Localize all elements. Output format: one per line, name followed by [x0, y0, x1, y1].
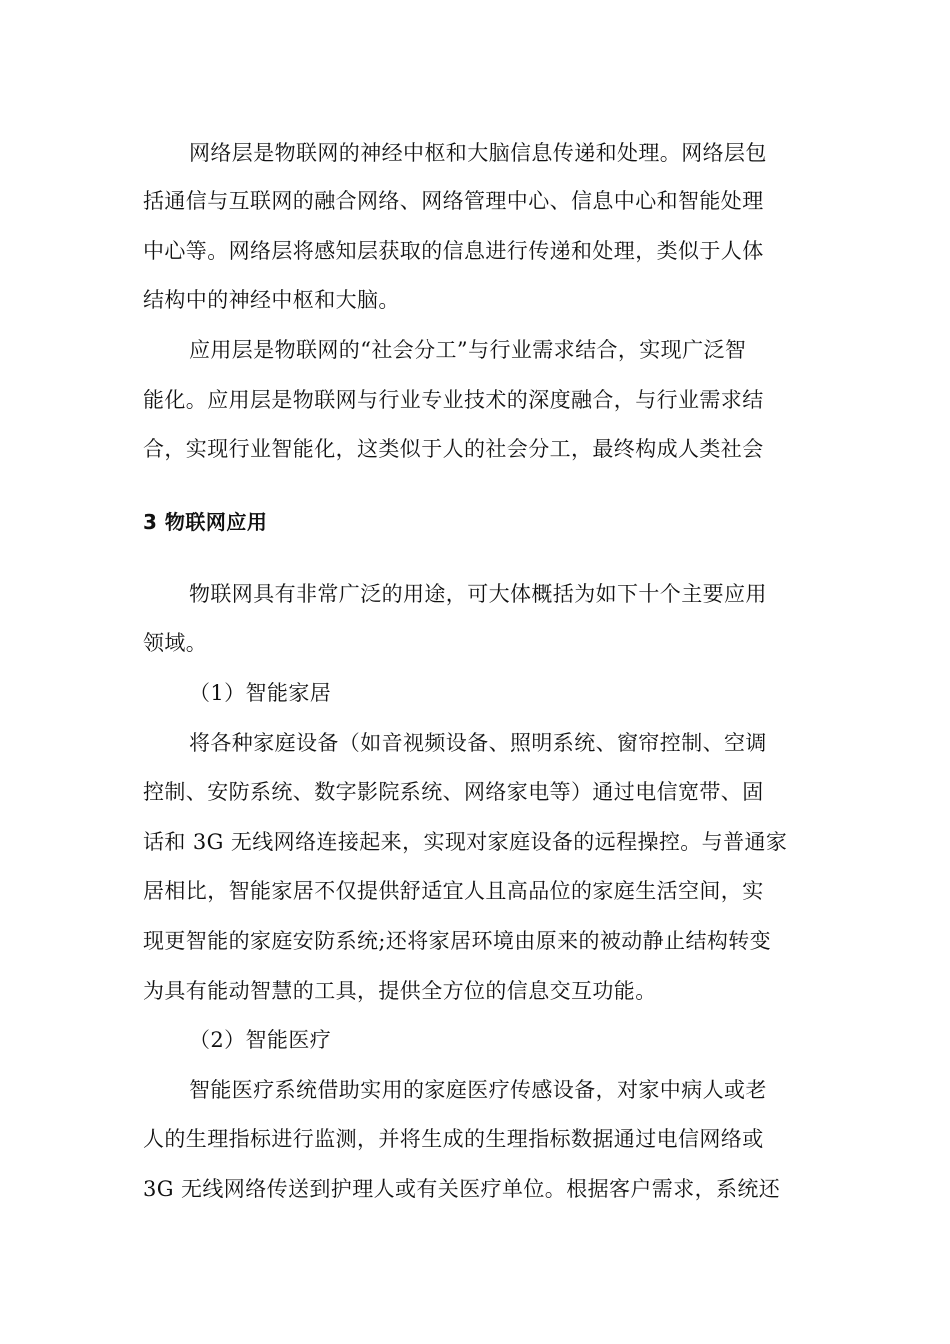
- paragraph-line: 居相比，智能家居不仅提供舒适宜人且高品位的家庭生活空间，实: [143, 879, 764, 903]
- paragraph-line: 智能医疗系统借助实用的家庭医疗传感设备，对家中病人或老: [189, 1078, 767, 1102]
- paragraph-line: 现更智能的家庭安防系统;还将家居环境由原来的被动静止结构转变: [143, 929, 772, 953]
- paragraph-line: 物联网具有非常广泛的用途，可大体概括为如下十个主要应用: [189, 582, 767, 606]
- item-title: （2）智能医疗: [189, 1028, 332, 1052]
- paragraph-line: 能化。应用层是物联网与行业专业技术的深度融合，与行业需求结: [143, 388, 764, 412]
- item-title: （1）智能家居: [189, 681, 332, 705]
- paragraph-line: 括通信与互联网的融合网络、网络管理中心、信息中心和智能处理: [143, 189, 764, 213]
- paragraph-line: 话和 3G 无线网络连接起来，实现对家庭设备的远程操控。与普通家: [143, 830, 788, 854]
- paragraph-line: 3G 无线网络传送到护理人或有关医疗单位。根据客户需求，系统还: [143, 1177, 781, 1201]
- paragraph-line: 控制、安防系统、数字影院系统、网络家电等）通过电信宽带、固: [143, 780, 764, 804]
- paragraph-line: 应用层是物联网的“社会分工”与行业需求结合，实现广泛智: [189, 338, 747, 362]
- paragraph-line: 中心等。网络层将感知层获取的信息进行传递和处理，类似于人体: [143, 239, 764, 263]
- paragraph-line: 为具有能动智慧的工具，提供全方位的信息交互功能。: [143, 979, 657, 1003]
- paragraph-line: 人的生理指标进行监测，并将生成的生理指标数据通过电信网络或: [143, 1127, 764, 1151]
- paragraph-line: 将各种家庭设备（如音视频设备、照明系统、窗帘控制、空调: [189, 731, 767, 755]
- paragraph-line: 领域。: [143, 631, 208, 655]
- paragraph-line: 结构中的神经中枢和大脑。: [143, 288, 400, 312]
- section-heading: 3 物联网应用: [143, 510, 268, 534]
- paragraph-line: 合，实现行业智能化，这类似于人的社会分工，最终构成人类社会: [143, 437, 764, 461]
- paragraph-line: 网络层是物联网的神经中枢和大脑信息传递和处理。网络层包: [189, 141, 767, 165]
